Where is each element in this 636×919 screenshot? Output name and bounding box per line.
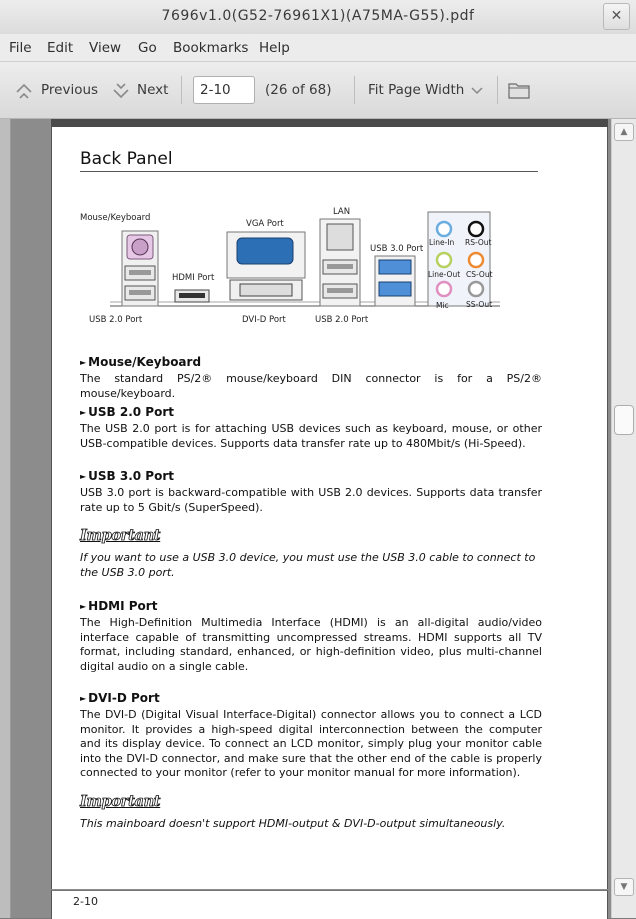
section-body: The DVI-D (Digital Visual Interface-Digital) connector allows you to connect a LCD monitor. It provides a high-speed digital interconnection between the computer and its display device. To connect an LCD monitor, simply plug your monitor cable into the DVI-D connector, and make sure that the other end of the cable is properly connected to your monitor (refer to your monitor manual for more information). xyxy=(80,708,542,779)
label-hdmi: HDMI Port xyxy=(172,273,215,283)
label-cs-out: CS-Out xyxy=(466,270,493,279)
section-hdmi xyxy=(80,599,542,674)
menu-view[interactable]: View xyxy=(89,40,122,56)
page-number-input[interactable] xyxy=(193,76,255,104)
section-usb2 xyxy=(80,405,542,451)
pdf-page xyxy=(51,119,608,889)
page-top-edge xyxy=(51,119,608,127)
label-vga: VGA Port xyxy=(246,219,284,229)
section-body: The standard PS/2® mouse/keyboard DIN connector is for a PS/2® mouse/keyboard. xyxy=(80,372,542,400)
previous-label: Previous xyxy=(41,82,99,98)
menu-edit[interactable]: Edit xyxy=(47,40,74,56)
toolbar-separator xyxy=(354,76,355,104)
page-heading: Back Panel xyxy=(80,149,173,169)
vertical-scrollbar[interactable] xyxy=(611,119,636,918)
section-title: ► USB 2.0 Port xyxy=(80,405,174,419)
important-label: Important xyxy=(80,527,161,544)
viewer-left-gutter xyxy=(0,119,11,918)
window-titlebar xyxy=(0,0,636,35)
arrow-up-icon xyxy=(13,80,35,102)
heading-rule xyxy=(80,171,538,172)
label-ss-out: SS-Out xyxy=(466,300,493,309)
menu-bar xyxy=(0,34,636,62)
section-body: The USB 2.0 port is for attaching USB devices such as keyboard, mouse, or other USB-compatible devices. Supports data transfer rate up to 480Mbit/s (Hi-Speed). xyxy=(80,422,542,450)
menu-go[interactable]: Go xyxy=(138,40,157,56)
label-line-out: Line-Out xyxy=(428,270,461,279)
menu-file[interactable]: File xyxy=(9,40,32,56)
section-title: ► USB 3.0 Port xyxy=(80,469,174,483)
important-label: Important xyxy=(80,793,161,810)
pdf-page-footer xyxy=(51,890,608,919)
scroll-up-icon[interactable]: ▲ xyxy=(614,123,634,141)
label-rs-out: RS-Out xyxy=(465,238,492,247)
document-viewer[interactable] xyxy=(0,119,636,918)
back-panel-diagram xyxy=(80,204,540,329)
arrow-down-icon xyxy=(110,80,132,102)
label-usb2-left: USB 2.0 Port xyxy=(89,315,143,325)
label-line-in: Line-In xyxy=(429,238,455,247)
important-note: This mainboard doesn't support HDMI-output & DVI-D-output simultaneously. xyxy=(80,817,506,830)
section-mouse-keyboard xyxy=(80,355,542,401)
label-mouse-keyboard: Mouse/Keyboard xyxy=(80,213,151,223)
chevron-down-icon xyxy=(471,87,483,95)
toolbar xyxy=(0,62,636,119)
zoom-select[interactable] xyxy=(362,76,490,104)
label-usb3: USB 3.0 Port xyxy=(370,244,424,254)
scroll-down-icon[interactable]: ▼ xyxy=(614,878,634,896)
menu-bookmarks[interactable]: Bookmarks xyxy=(173,40,249,56)
page-count-label: (26 of 68) xyxy=(265,82,332,98)
close-icon[interactable]: ✕ xyxy=(603,3,630,30)
sidebar-toggle-button[interactable] xyxy=(504,76,534,104)
previous-button[interactable] xyxy=(10,76,102,104)
label-dvi: DVI-D Port xyxy=(242,315,286,325)
window-title: 7696v1.0(G52-76961X1)(A75MA-G55).pdf xyxy=(161,8,475,24)
section-dvi xyxy=(80,691,542,781)
toolbar-separator xyxy=(497,76,498,104)
label-usb2-right: USB 2.0 Port xyxy=(315,315,369,325)
section-body: USB 3.0 port is backward-compatible with USB 2.0 devices. Supports data transfer rate up to 5 Gbit/s (SuperSpeed). xyxy=(80,486,542,514)
zoom-label: Fit Page Width xyxy=(368,82,465,98)
page-number-footer: 2-10 xyxy=(73,895,98,908)
label-mic: Mic xyxy=(436,301,449,310)
next-button[interactable] xyxy=(108,76,176,104)
section-body: The High-Definition Multimedia Interface (HDMI) is an all-digital audio/video interface capable of transmitting uncompressed streams. HDMI supports all TV format, including standard, enhanced, or high-definition video, plus multi-channel digital audio on a single cable. xyxy=(80,616,542,673)
folder-icon xyxy=(507,79,531,101)
toolbar-separator xyxy=(181,76,182,104)
section-title: ► DVI-D Port xyxy=(80,691,160,705)
important-note: If you want to use a USB 3.0 device, you must use the USB 3.0 cable to connect to the USB 3.0 port. xyxy=(80,551,536,579)
next-label: Next xyxy=(137,82,169,98)
scroll-thumb[interactable] xyxy=(614,405,634,435)
section-title: ► Mouse/Keyboard xyxy=(80,355,202,369)
section-usb3 xyxy=(80,469,542,515)
section-title: ► HDMI Port xyxy=(80,599,158,613)
label-lan: LAN xyxy=(333,207,351,217)
menu-help[interactable]: Help xyxy=(259,40,290,56)
